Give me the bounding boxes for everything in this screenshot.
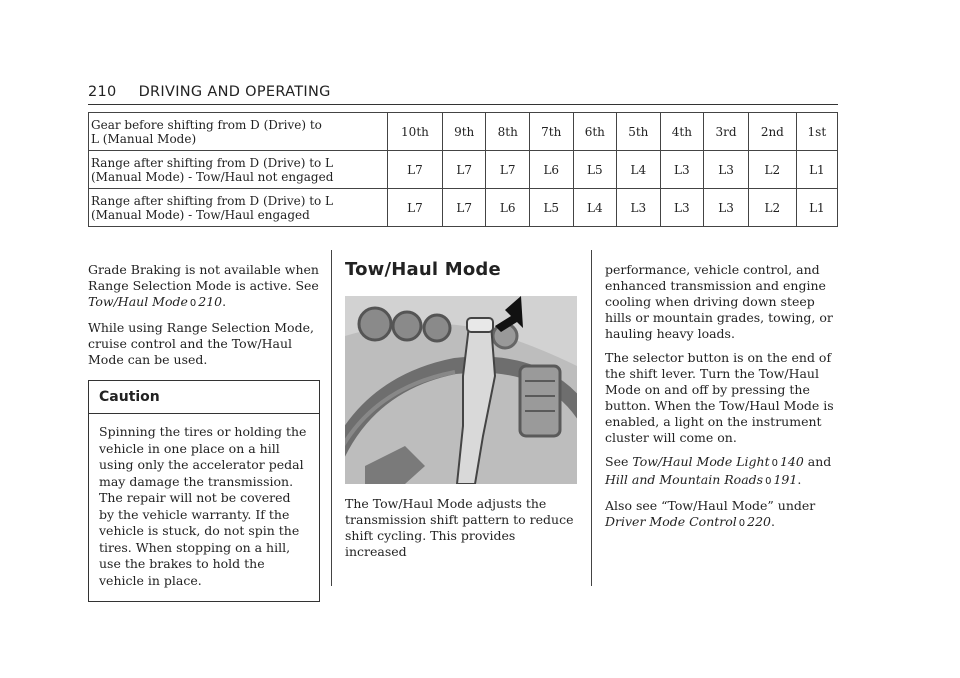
page-ref-icon: 0: [765, 476, 772, 487]
row-label: Range after shifting from D (Drive) to L (Manual Mode) - Tow/Haul engaged: [89, 189, 388, 227]
tow-haul-mode-light-link[interactable]: Tow/Haul Mode Light: [632, 454, 770, 469]
page-ref-icon: 0: [189, 298, 197, 309]
section-heading: Tow/Haul Mode: [345, 259, 501, 280]
hill-mountain-roads-link[interactable]: Hill and Mountain Roads: [605, 472, 764, 487]
table-cell: L3: [660, 189, 704, 227]
column-divider: [591, 250, 592, 586]
table-cell: L2: [748, 151, 796, 189]
see-also-paragraph: See Tow/Haul Mode Light 0 140 and Hill and Mountain Roads 0 191.: [605, 454, 832, 487]
header-rule: [88, 104, 838, 105]
table-cell: L7: [442, 189, 486, 227]
table-cell: 1st: [796, 113, 837, 151]
tow-haul-mode-link[interactable]: Tow/Haul Mode: [88, 294, 188, 309]
grade-braking-paragraph: Grade Braking is not available when Range Selection Mode is active. See Tow/Haul Mode 0 210.: [88, 262, 319, 309]
table-cell: L5: [573, 151, 617, 189]
row-label: Gear before shifting from D (Drive) to L (Manual Mode): [89, 113, 388, 151]
table-cell: L4: [617, 151, 661, 189]
caution-title: Caution: [89, 381, 319, 414]
table-cell: L7: [388, 189, 443, 227]
table-cell: L1: [796, 151, 837, 189]
table-row: [89, 113, 838, 151]
tow-haul-paragraph: The Tow/Haul Mode adjusts the transmission shift pattern to reduce shift cycling. This provides increased: [345, 496, 574, 559]
caution-box: [88, 380, 320, 602]
table-row: [89, 151, 838, 189]
table-cell: 5th: [617, 113, 661, 151]
table-cell: L7: [442, 151, 486, 189]
table-row: [89, 189, 838, 227]
page-ref[interactable]: 220: [747, 514, 771, 529]
continued-paragraph: performance, vehicle control, and enhanced transmission and engine cooling when driving down steep hills or mountain grades, towing, or hauling heavy loads.: [605, 262, 833, 341]
gear-range-table: [88, 112, 838, 227]
page-header: [88, 84, 838, 100]
table-cell: L3: [704, 151, 749, 189]
table-cell: 10th: [388, 113, 443, 151]
table-cell: 3rd: [704, 113, 749, 151]
table-cell: L7: [388, 151, 443, 189]
table-cell: L1: [796, 189, 837, 227]
column-divider: [331, 250, 332, 586]
table-cell: 7th: [529, 113, 573, 151]
section-title: DRIVING AND OPERATING: [138, 84, 331, 100]
also-see-paragraph: Also see “Tow/Haul Mode” under Driver Mode Control 0 220.: [605, 498, 816, 529]
table-cell: 9th: [442, 113, 486, 151]
caution-body: Spinning the tires or holding the vehicle in one place on a hill using only the accelerator pedal may damage the transmission. The repair will not be covered by the vehicle warranty. If the vehicle is stuck, do not spin the tires. When stopping on a hill, use the brakes to hold the vehicle in place.: [99, 424, 307, 588]
table-cell: 8th: [486, 113, 530, 151]
table-cell: L4: [573, 189, 617, 227]
selector-button-paragraph: The selector button is on the end of the shift lever. Turn the Tow/Haul Mode on and off by pressing the button. When the Tow/Haul Mode is enabled, a light on the instrument cluster will come on.: [605, 350, 834, 445]
table-cell: L3: [704, 189, 749, 227]
table-cell: L7: [486, 151, 530, 189]
page-ref[interactable]: 191: [773, 472, 798, 487]
page-ref-icon: 0: [738, 518, 746, 529]
page-ref[interactable]: 140: [779, 454, 804, 469]
table-cell: L2: [748, 189, 796, 227]
row-label: Range after shifting from D (Drive) to L (Manual Mode) - Tow/Haul not engaged: [89, 151, 388, 189]
column-1: [88, 262, 320, 602]
column-2: [345, 259, 577, 560]
table-cell: 4th: [660, 113, 704, 151]
table-cell: L3: [660, 151, 704, 189]
shift-lever-photo: [345, 296, 577, 484]
table-cell: 2nd: [748, 113, 796, 151]
page-ref-icon: 0: [771, 458, 778, 469]
column-3: [605, 262, 837, 540]
page-ref[interactable]: 210: [198, 294, 223, 309]
table-cell: L6: [529, 151, 573, 189]
driver-mode-control-link[interactable]: Driver Mode Control: [605, 514, 737, 529]
table-cell: L6: [486, 189, 530, 227]
table-cell: L5: [529, 189, 573, 227]
table-cell: L3: [617, 189, 661, 227]
page-number: 210: [88, 84, 117, 100]
range-selection-paragraph: While using Range Selection Mode, cruise control and the Tow/Haul Mode can be used.: [88, 320, 314, 367]
table-cell: 6th: [573, 113, 617, 151]
